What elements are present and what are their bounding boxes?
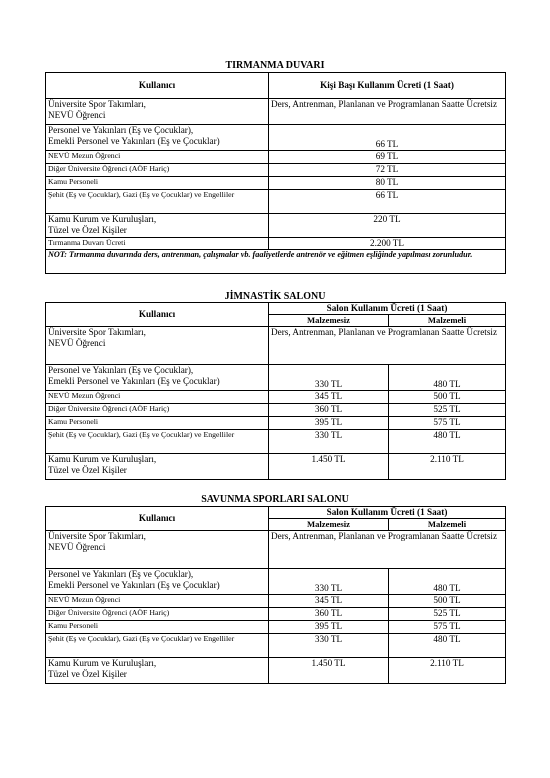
table-row xyxy=(46,569,506,595)
row-user: Kamu Personeli xyxy=(46,177,269,190)
row-user: Personel ve Yakınları (Eş ve Çocuklar), Emekli Personel ve Yakınları (Eş ve Çocuklar) xyxy=(46,365,269,391)
table-row xyxy=(46,365,506,391)
row-user: Tırmanma Duvarı Ücreti xyxy=(46,238,269,250)
row-fee: 220 TL xyxy=(269,214,506,238)
table-row xyxy=(46,531,506,569)
row-user: NEVÜ Mezun Öğrenci xyxy=(46,391,269,404)
note-row xyxy=(46,250,506,274)
row-fee-with: 500 TL xyxy=(389,595,506,608)
row-fee-without: 330 TL xyxy=(269,569,389,595)
header-user: Kullanıcı xyxy=(46,73,269,99)
row-fee-with: 2.110 TL xyxy=(389,658,506,684)
row-fee-without: 330 TL xyxy=(269,634,389,658)
header-with-equipment: Malzemeli xyxy=(389,519,506,531)
defense-title: SAVUNMA SPORLARI SALONU xyxy=(201,494,349,505)
row-fee: Ders, Antrenman, Planlanan ve Programlanan Saatte Ücretsiz xyxy=(269,531,506,569)
table-row xyxy=(46,99,506,125)
row-user: Personel ve Yakınları (Eş ve Çocuklar), Emekli Personel ve Yakınları (Eş ve Çocuklar) xyxy=(46,569,269,595)
row-user: Üniversite Spor Takımları, NEVÜ Öğrenci xyxy=(46,531,269,569)
header-without-equipment: Malzemesiz xyxy=(269,315,389,327)
row-fee-without: 1.450 TL xyxy=(269,658,389,684)
header-fee: Kişi Başı Kullanım Ücreti (1 Saat) xyxy=(269,73,506,99)
row-fee: 80 TL xyxy=(269,177,506,190)
gym-title: JİMNASTİK SALONU xyxy=(224,291,326,302)
climbing-note: NOT: Tırmanma duvarında ders, antrenman, çalışmalar vb. faaliyetlerde antrenör ve eğitmen eşliğinde yapılması zorunludur. xyxy=(46,250,506,274)
header-with-equipment: Malzemeli xyxy=(389,315,506,327)
row-user: NEVÜ Mezun Öğrenci xyxy=(46,151,269,164)
row-user: Şehit (Eş ve Çocuklar), Gazi (Eş ve Çocuklar) ve Engelliler xyxy=(46,190,269,214)
table-row xyxy=(46,658,506,684)
row-fee-with: 575 TL xyxy=(389,621,506,634)
row-user: Kamu Personeli xyxy=(46,621,269,634)
row-fee: 2.200 TL xyxy=(269,238,506,250)
row-user: Kamu Kurum ve Kuruluşları, Tüzel ve Özel Kişiler xyxy=(46,214,269,238)
row-user: Üniversite Spor Takımları, NEVÜ Öğrenci xyxy=(46,99,269,125)
row-fee: 72 TL xyxy=(269,164,506,177)
row-fee: 66 TL xyxy=(269,125,506,151)
row-fee-without: 330 TL xyxy=(269,430,389,454)
table-row xyxy=(46,164,506,177)
table-row xyxy=(46,621,506,634)
row-fee-without: 345 TL xyxy=(269,391,389,404)
row-fee: Ders, Antrenman, Planlanan ve Programlanan Saatte Ücretsiz xyxy=(269,99,506,125)
table-row xyxy=(46,177,506,190)
table-row xyxy=(46,327,506,365)
row-fee-with: 525 TL xyxy=(389,404,506,417)
climbing-title: TIRMANMA DUVARI xyxy=(225,60,325,71)
row-fee-without: 360 TL xyxy=(269,608,389,621)
row-fee-with: 575 TL xyxy=(389,417,506,430)
row-user: Kamu Kurum ve Kuruluşları, Tüzel ve Özel Kişiler xyxy=(46,454,269,480)
header-without-equipment: Malzemesiz xyxy=(269,519,389,531)
row-user: Şehit (Eş ve Çocuklar), Gazi (Eş ve Çocuklar) ve Engelliler xyxy=(46,634,269,658)
row-fee-with: 480 TL xyxy=(389,365,506,391)
row-user: Diğer Üniversite Öğrenci (AÖF Hariç) xyxy=(46,164,269,177)
gym-table xyxy=(45,302,506,480)
row-fee-with: 2.110 TL xyxy=(389,454,506,480)
table-row xyxy=(46,214,506,238)
row-fee-without: 345 TL xyxy=(269,595,389,608)
row-user: Şehit (Eş ve Çocuklar), Gazi (Eş ve Çocuklar) ve Engelliler xyxy=(46,430,269,454)
row-fee-without: 395 TL xyxy=(269,417,389,430)
row-user: Diğer Üniversite Öğrenci (AÖF Hariç) xyxy=(46,608,269,621)
row-user: Personel ve Yakınları (Eş ve Çocuklar), Emekli Personel ve Yakınları (Eş ve Çocuklar) xyxy=(46,125,269,151)
table-row xyxy=(46,190,506,214)
header-fee: Salon Kullanım Ücreti (1 Saat) xyxy=(269,303,506,315)
header-fee: Salon Kullanım Ücreti (1 Saat) xyxy=(269,507,506,519)
table-row xyxy=(46,238,506,250)
climbing-table xyxy=(45,72,506,274)
table-row xyxy=(46,608,506,621)
row-fee-with: 500 TL xyxy=(389,391,506,404)
row-fee: 66 TL xyxy=(269,190,506,214)
table-row xyxy=(46,417,506,430)
defense-table xyxy=(45,506,506,684)
row-fee-with: 480 TL xyxy=(389,634,506,658)
row-user: NEVÜ Mezun Öğrenci xyxy=(46,595,269,608)
row-user: Üniversite Spor Takımları, NEVÜ Öğrenci xyxy=(46,327,269,365)
table-row xyxy=(46,430,506,454)
row-user: Kamu Personeli xyxy=(46,417,269,430)
row-fee-with: 480 TL xyxy=(389,430,506,454)
row-fee-without: 395 TL xyxy=(269,621,389,634)
header-user: Kullanıcı xyxy=(46,507,269,531)
table-row xyxy=(46,404,506,417)
table-row xyxy=(46,125,506,151)
row-fee: Ders, Antrenman, Planlanan ve Programlanan Saatte Ücretsiz xyxy=(269,327,506,365)
row-user: Diğer Üniversite Öğrenci (AÖF Hariç) xyxy=(46,404,269,417)
row-user: Kamu Kurum ve Kuruluşları, Tüzel ve Özel Kişiler xyxy=(46,658,269,684)
row-fee-without: 360 TL xyxy=(269,404,389,417)
row-fee-without: 330 TL xyxy=(269,365,389,391)
header-user: Kullanıcı xyxy=(46,303,269,327)
row-fee-with: 525 TL xyxy=(389,608,506,621)
row-fee-without: 1.450 TL xyxy=(269,454,389,480)
row-fee-with: 480 TL xyxy=(389,569,506,595)
table-row xyxy=(46,391,506,404)
table-row xyxy=(46,634,506,658)
table-row xyxy=(46,151,506,164)
table-row xyxy=(46,595,506,608)
table-row xyxy=(46,454,506,480)
row-fee: 69 TL xyxy=(269,151,506,164)
